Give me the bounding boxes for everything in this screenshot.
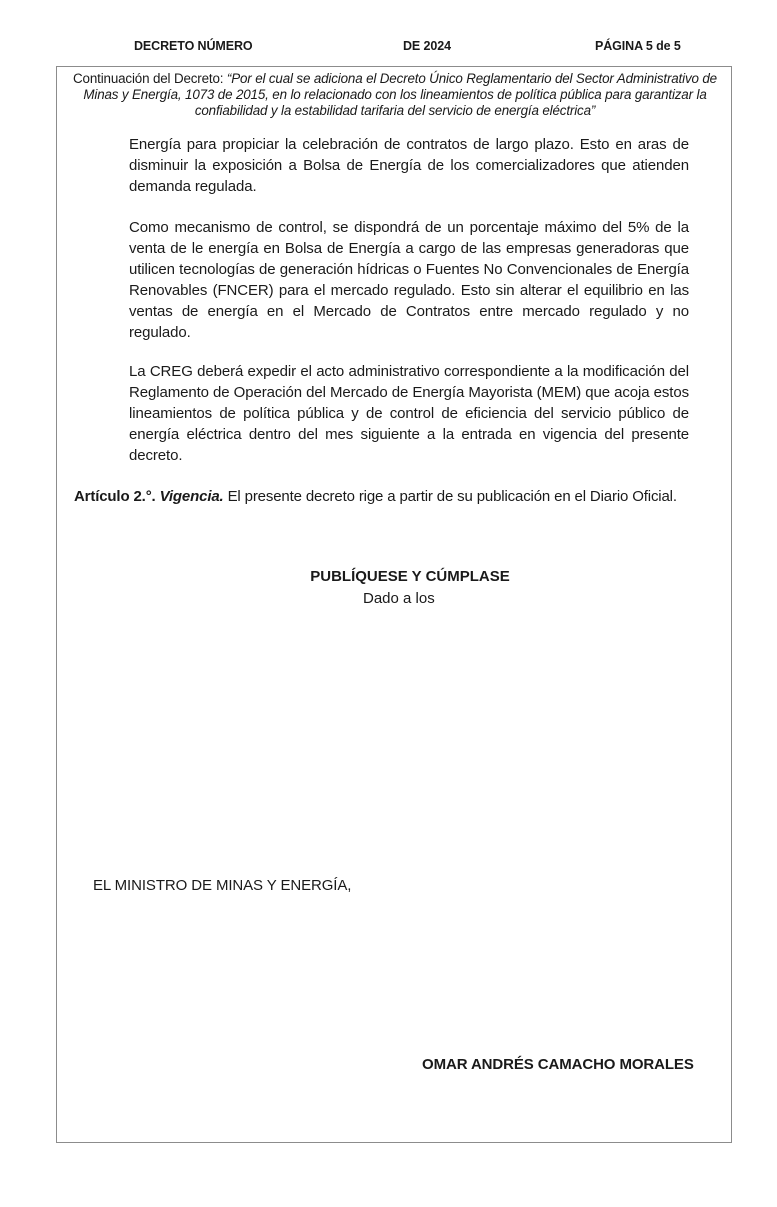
body-paragraph: La CREG deberá expedir el acto administrativo correspondiente a la modificación del Reglamento de Operación del Mercado de Energía Mayorista (MEM) que acoja estos lineamientos de política pública y de control de eficiencia del servicio público de energía eléctrica dentro del mes siguiente a la entrada en vigencia del presente decreto. — [129, 363, 689, 464]
article-number: Artículo 2.°. — [74, 488, 156, 505]
article-title: Vigencia. — [159, 488, 224, 505]
article-text: El presente decreto rige a partir de su publicación en el Diario Oficial. — [227, 488, 677, 505]
given-date-line: Dado a los — [363, 590, 435, 607]
body-paragraph: Energía para propiciar la celebración de contratos de largo plazo. Esto en aras de disminuir la exposición a Bolsa de Energía de los comercializadores que atienden demanda regulada. — [129, 136, 689, 195]
continuation-heading — [70, 71, 720, 119]
article-2 — [74, 486, 677, 507]
decree-title: “Por el cual se adiciona el Decreto Único Reglamentario del Sector Administrativo de Minas y Energía, 1073 de 2015, en lo relacionado con los lineamientos de política pública para garantizar la confiabilidad y la estabilidad tarifaria del servicio de energía eléctrica” — [83, 71, 717, 118]
signatory-role: EL MINISTRO DE MINAS Y ENERGÍA, — [93, 877, 352, 894]
decree-year-label: DE 2024 — [403, 39, 451, 53]
continuation-prefix: Continuación del Decreto: — [73, 71, 227, 86]
body-paragraph: Como mecanismo de control, se dispondrá de un porcentaje máximo del 5% de la venta de le energía en Bolsa de Energía a cargo de las empresas generadoras que utilicen tecnologías de generación hídricas o Fuentes No Convencionales de Energía Renovables (FNCER) para el mercado regulado. Esto sin alterar el equilibrio en las ventas de energía en el Mercado de Contratos entre mercado regulado y no regulado. — [129, 219, 689, 341]
decree-number-label: DECRETO NÚMERO — [134, 39, 253, 53]
publish-heading: PUBLÍQUESE Y CÚMPLASE — [310, 568, 510, 585]
signatory-name: OMAR ANDRÉS CAMACHO MORALES — [422, 1056, 694, 1073]
page-number-label: PÁGINA 5 de 5 — [595, 39, 681, 53]
